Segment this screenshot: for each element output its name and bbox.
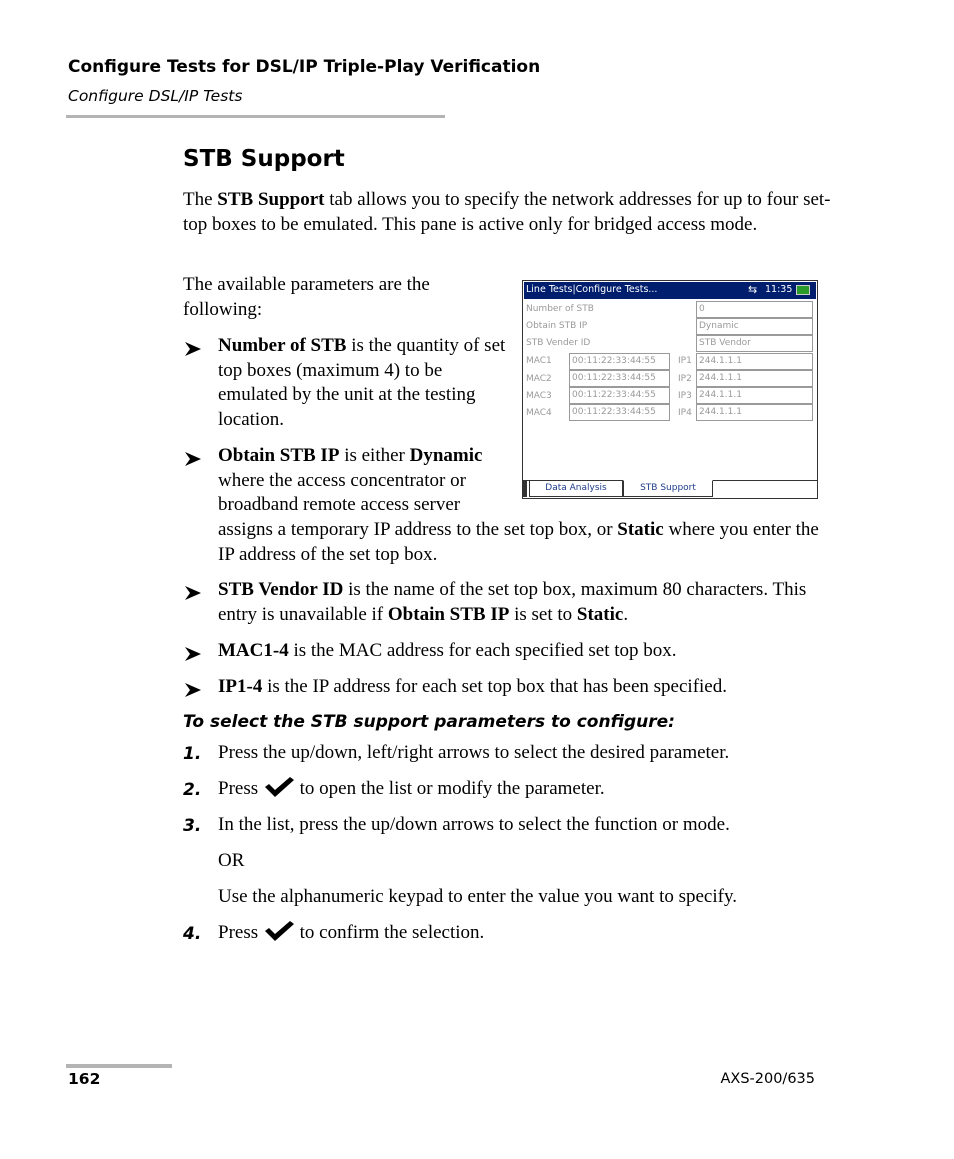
transfer-arrows-icon: ⇆ [748,283,758,296]
checkmark-icon [263,777,295,797]
section-title: STB Support [183,146,345,172]
bullet-arrow-icon [183,680,203,700]
step-3-text: In the list, press the up/down arrows to select the function or mode. [218,814,730,835]
bullet-mac: MAC1-4 is the MAC address for each specified set top box. [218,640,677,661]
step-number: 1. [183,744,202,764]
ip-field[interactable]: 244.1.1.1 [696,387,813,404]
step-number: 4. [183,924,202,944]
bullet-arrow-icon [183,449,203,469]
field-label-stb-vendor-id: STB Vender ID [526,338,591,348]
field-label-obtain-stb-ip: Obtain STB IP [526,321,588,331]
mac-label: MAC3 [526,391,552,401]
device-title: Line Tests|Configure Tests... [526,284,658,295]
stb-vendor-id-field[interactable]: STB Vendor [696,335,813,352]
params-intro: The available parameters are the following: [183,274,430,320]
step-4-text: Press to confirm the selection. [218,922,485,943]
step-number: 3. [183,816,202,836]
bullet-ip: IP1-4 is the IP address for each set top box that has been specified. [218,676,727,697]
bullet-number-of-stb: Number of STB is the quantity of set top boxes (maximum 4) to be emulated by the unit at the testing location. [218,335,506,430]
bullet-arrow-icon [183,644,203,664]
bullet-stb-vendor-id: STB Vendor ID is the name of the set top box, maximum 80 characters. This entry is unavailable if Obtain STB IP is set to Static. [218,579,807,625]
field-label-number-of-stb: Number of STB [526,304,594,314]
step-number: 2. [183,780,202,800]
bullet-arrow-icon [183,583,203,603]
step-3-alt: Use the alphanumeric keypad to enter the value you want to specify. [218,886,737,907]
page-number: 162 [68,1070,101,1088]
battery-icon [796,285,810,295]
tab-data-analysis[interactable]: Data Analysis [529,480,623,497]
step-1-text: Press the up/down, left/right arrows to select the desired parameter. [218,742,730,763]
mac-field[interactable]: 00:11:22:33:44:55 [569,353,670,370]
ip-field[interactable]: 244.1.1.1 [696,353,813,370]
mac-label: MAC1 [526,356,552,366]
device-screenshot [522,280,818,499]
ip-label: IP4 [678,408,692,418]
mac-field[interactable]: 00:11:22:33:44:55 [569,404,670,421]
ip-field[interactable]: 244.1.1.1 [696,404,813,421]
header-rule [66,115,445,118]
bullet-obtain-stb-ip: Obtain STB IP is either Dynamic where the access concentrator or broadband remote access server [218,445,483,515]
device-title-bar [524,282,816,299]
mac-label: MAC4 [526,408,552,418]
tab-strip-edge [523,480,527,497]
ip-label: IP2 [678,374,692,384]
footer-model: AXS-200/635 [720,1071,815,1087]
obtain-stb-ip-field[interactable]: Dynamic [696,318,813,335]
ip-field[interactable]: 244.1.1.1 [696,370,813,387]
mac-field[interactable]: 00:11:22:33:44:55 [569,387,670,404]
checkmark-icon [263,921,295,941]
running-header-title: Configure Tests for DSL/IP Triple-Play Verification [68,57,541,77]
ip-label: IP1 [678,356,692,366]
number-of-stb-field[interactable]: 0 [696,301,813,318]
mac-field[interactable]: 00:11:22:33:44:55 [569,370,670,387]
mac-label: MAC2 [526,374,552,384]
bullet-obtain-stb-ip-cont: assigns a temporary IP address to the set top box, or Static where you enter the IP address of the set top box. [218,519,819,565]
step-2-text: Press to open the list or modify the parameter. [218,778,605,799]
step-3-or: OR [218,850,245,871]
running-header-subtitle: Configure DSL/IP Tests [68,87,243,105]
bullet-arrow-icon [183,339,203,359]
intro-paragraph: The STB Support tab allows you to specify the network addresses for up to four set-top boxes to be emulated. This pane is active only for bridged access mode. [183,189,831,235]
tab-stb-support[interactable]: STB Support [623,480,713,497]
procedure-title: To select the STB support parameters to configure: [183,712,675,732]
footer-rule [66,1064,172,1068]
ip-label: IP3 [678,391,692,401]
device-clock: 11:35 [765,284,793,295]
